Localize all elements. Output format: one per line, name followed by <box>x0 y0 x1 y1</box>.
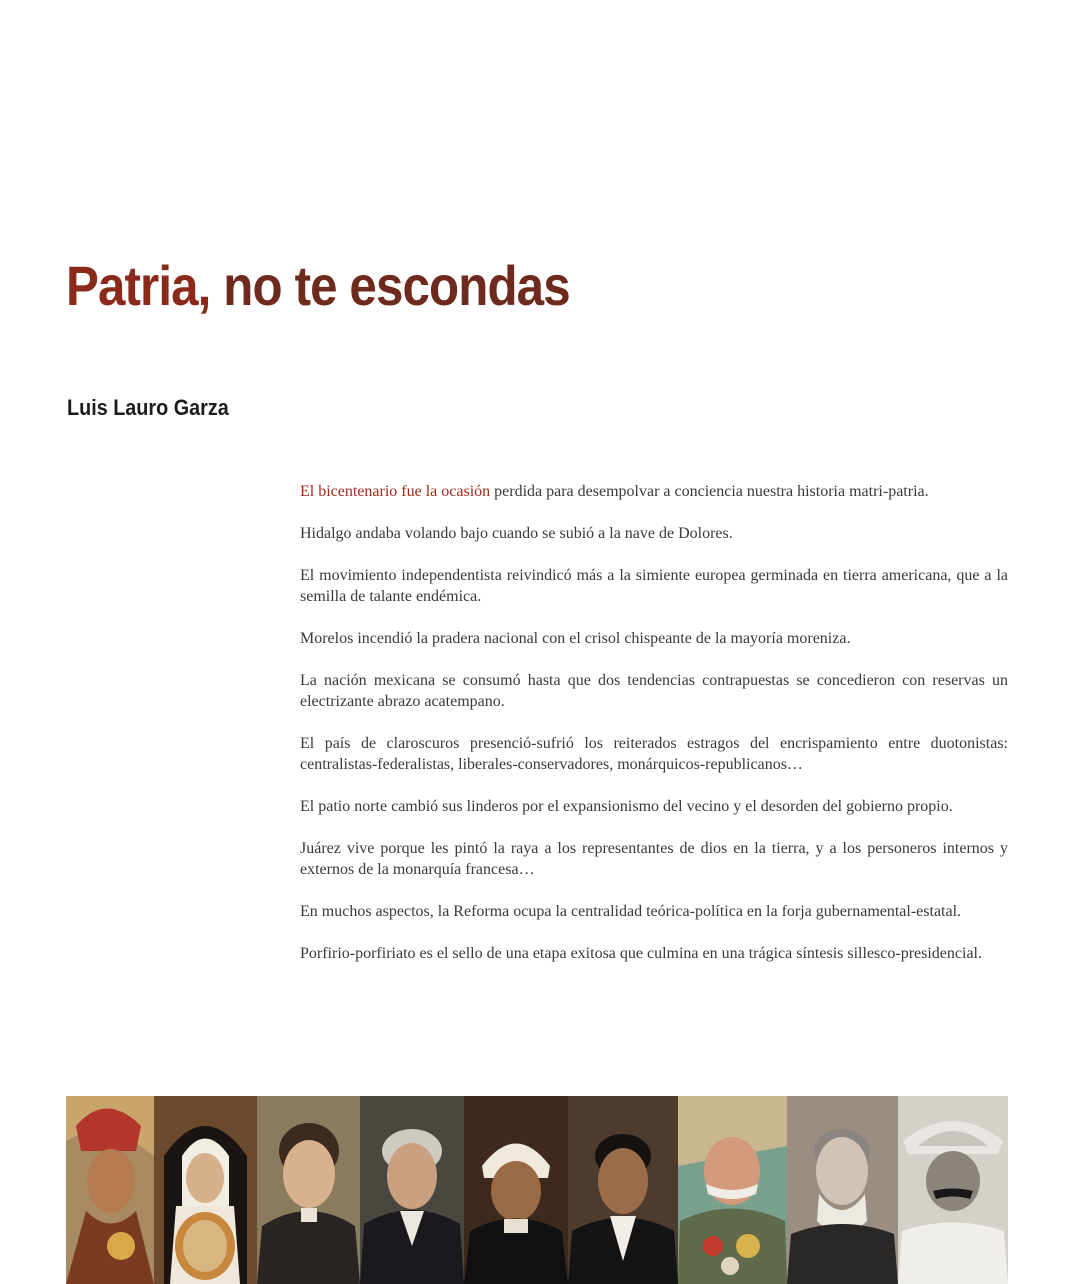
portrait-porfirio-diaz <box>678 1096 787 1284</box>
portrait-villa <box>898 1096 1008 1284</box>
paragraph <box>300 943 1008 964</box>
portrait-carranza <box>787 1096 898 1284</box>
title-highlight: Patria, <box>66 254 211 317</box>
article-body <box>300 481 1008 985</box>
paragraph-text: Morelos incendió la pradera nacional con el crisol chispeante de la mayoría moreniza. <box>300 630 851 647</box>
portrait-sor-juana <box>154 1096 257 1284</box>
title-rest: no te escondas <box>210 254 570 317</box>
paragraph <box>300 481 1008 502</box>
paragraph-text: La nación mexicana se consumó hasta que dos tendencias contrapuestas se concedieron con reservas un electrizante abrazo acatempano. <box>300 672 1008 710</box>
article-title <box>66 250 570 322</box>
portrait-juarez <box>568 1096 678 1284</box>
paragraph-lead: El bicentenario fue la ocasión <box>300 483 491 500</box>
paragraph <box>300 670 1008 712</box>
paragraph <box>300 628 1008 649</box>
paragraph-text: El patio norte cambió sus linderos por el expansionismo del vecino y el desorden del gobierno propio. <box>300 798 953 815</box>
paragraph-text: Porfirio-porfiriato es el sello de una etapa exitosa que culmina en una trágica síntesis sillesco-presidencial. <box>300 945 982 962</box>
paragraph-text: perdida para desempolvar a conciencia nuestra historia matri-patria. <box>490 483 929 500</box>
paragraph <box>300 523 1008 544</box>
portrait-hidalgo <box>360 1096 464 1284</box>
paragraph <box>300 565 1008 607</box>
paragraph <box>300 901 1008 922</box>
paragraph <box>300 838 1008 880</box>
portrait-clerigo <box>257 1096 360 1284</box>
portrait-strip <box>66 1096 1008 1284</box>
paragraph <box>300 796 1008 817</box>
paragraph-text: El movimiento independentista reivindicó más a la simiente europea germinada en tierra americana, que a la semilla de talante endémica. <box>300 567 1008 605</box>
paragraph-text: En muchos aspectos, la Reforma ocupa la centralidad teórica-política en la forja gubernamental-estatal. <box>300 903 962 920</box>
portrait-cuauhtemoc <box>66 1096 154 1284</box>
paragraph-text: El país de claroscuros presenció-sufrió los reiterados estragos del encrispamiento entre duotonistas: centralistas-federalistas, liberales-conservadores, monárquicos-republicanos… <box>300 735 1008 773</box>
paragraph <box>300 733 1008 775</box>
portrait-morelos <box>464 1096 568 1284</box>
author-name: Luis Lauro Garza <box>67 395 229 420</box>
paragraph-text: Juárez vive porque les pintó la raya a los representantes de dios en la tierra, y a los personeros internos y externos de la monarquía francesa… <box>300 840 1008 878</box>
paragraph-text: Hidalgo andaba volando bajo cuando se subió a la nave de Dolores. <box>300 525 733 542</box>
